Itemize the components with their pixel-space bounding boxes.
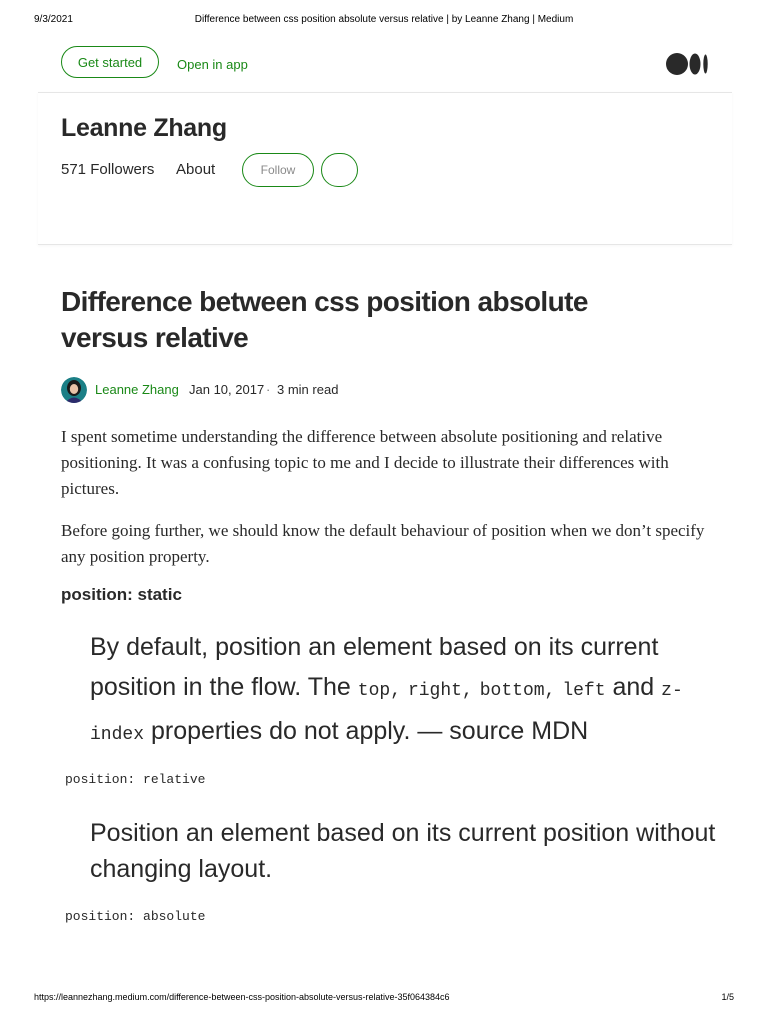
print-page-title: Difference between css position absolute versus relative | by Leanne Zhang | Medium <box>194 14 574 25</box>
page-number: 1/5 <box>721 992 734 1002</box>
inline-code: right <box>407 681 462 701</box>
subscribe-button[interactable] <box>321 153 358 187</box>
author-header-card <box>38 92 732 245</box>
follow-button[interactable]: Follow <box>242 153 314 187</box>
inline-code: bottom <box>479 681 545 701</box>
inline-code: top <box>357 681 391 701</box>
print-date: 9/3/2021 <box>34 14 73 25</box>
section-heading-static: position: static <box>61 585 182 604</box>
inline-code-separator: , <box>544 681 556 701</box>
quote-text: and <box>612 673 655 701</box>
pullquote-static <box>90 627 730 755</box>
followers-count[interactable]: 571 Followers <box>61 161 155 178</box>
top-navigation-bar <box>38 38 732 93</box>
byline-separator: · <box>266 382 271 397</box>
pullquote-relative: Position an element based on its current position without changing layout. <box>90 819 716 883</box>
article-byline <box>61 377 461 403</box>
byline-author-link[interactable]: Leanne Zhang <box>95 382 179 397</box>
inline-code-separator: , <box>390 681 401 701</box>
print-header <box>0 14 768 32</box>
intro-paragraph: I spent sometime understanding the difference between absolute positioning and relative positioning. It was a confusing topic to me and I decide to illustrate their differences with pictures. <box>61 427 669 498</box>
medium-logo-icon[interactable] <box>666 53 710 75</box>
author-name-heading[interactable]: Leanne Zhang <box>61 114 227 142</box>
inline-code-separator: , <box>461 681 473 701</box>
code-position-relative: position: relative <box>65 772 206 787</box>
quote-text: By default, position an element based on its current position in the flow. The <box>90 633 659 701</box>
inline-code: z-index <box>90 681 683 745</box>
article-title: Difference between css position absolute versus relative <box>61 286 588 353</box>
code-position-absolute: position: absolute <box>65 909 206 924</box>
inline-code: left <box>562 681 606 701</box>
read-time: 3 min read <box>277 382 339 397</box>
open-in-app-link[interactable]: Open in app <box>177 57 248 72</box>
about-link[interactable]: About <box>176 161 216 178</box>
print-footer <box>0 992 768 1008</box>
print-url: https://leannezhang.medium.com/difference-between-css-position-absolute-versus-relative-35f064384c6 <box>34 992 450 1002</box>
author-avatar[interactable] <box>61 377 87 403</box>
publish-date[interactable]: Jan 10, 2017 <box>189 382 265 397</box>
get-started-button[interactable]: Get started <box>61 46 159 78</box>
quote-text: properties do not apply. — source MDN <box>150 717 589 745</box>
default-behaviour-paragraph: Before going further, we should know the default behaviour of position when we don’t specify any position property. <box>61 521 705 566</box>
